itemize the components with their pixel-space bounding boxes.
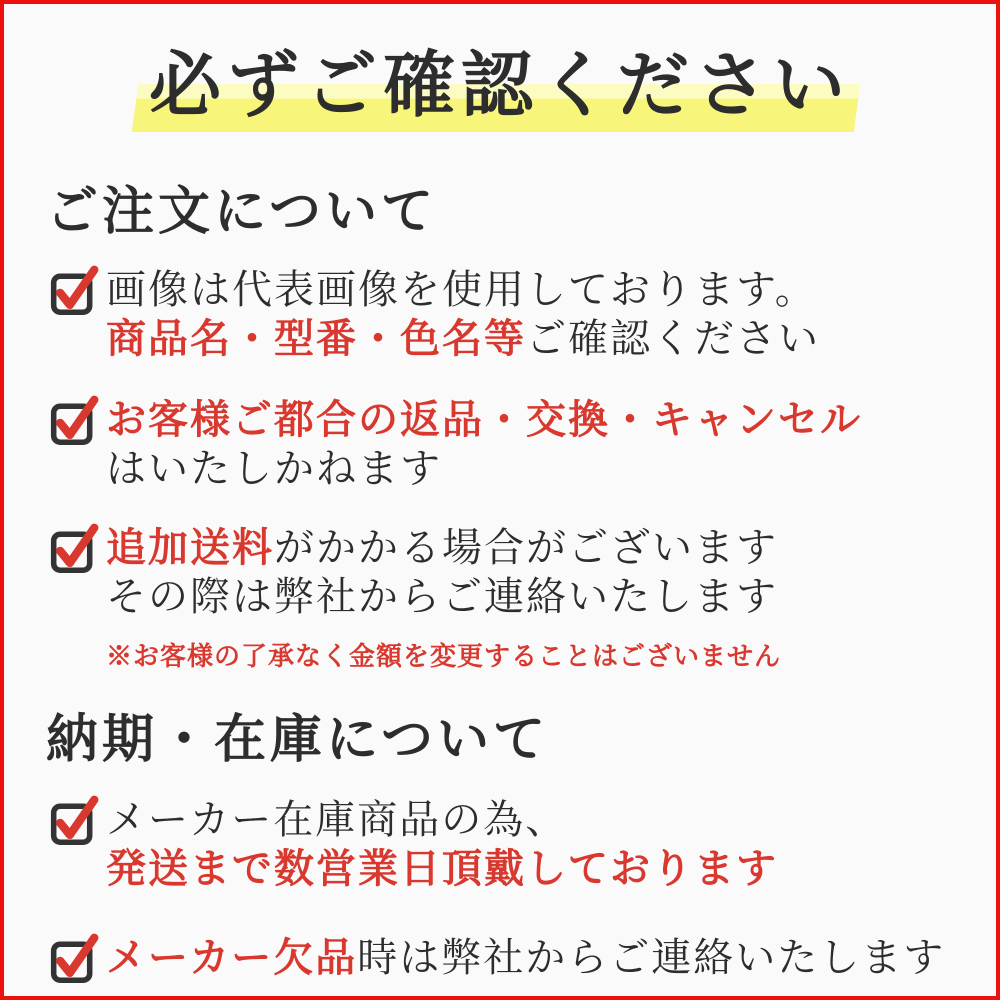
checked-checkbox-icon — [50, 525, 98, 573]
notice-item-extra-shipping — [50, 523, 976, 673]
notice-item-text — [106, 395, 862, 493]
notice-footnote: ※お客様の了承なく金額を変更することはございません — [106, 641, 782, 671]
notice-item-text — [106, 265, 820, 363]
section-heading-order: ご注文について — [46, 183, 437, 241]
notice-line — [106, 844, 778, 893]
section-heading-delivery-stock: 納期・在庫について — [46, 711, 549, 769]
notice-item-representative-image — [50, 265, 976, 363]
notice-text: がかかる場合がございます — [274, 524, 778, 570]
notice-text: ご確認ください — [526, 315, 820, 361]
notice-item-text — [106, 933, 945, 982]
checked-checkbox-icon — [50, 797, 98, 845]
page-title-text: 必ずご確認ください — [148, 46, 851, 126]
notice-item-maker-stock — [50, 795, 976, 893]
notice-text: 時は弊社からご連絡いたします — [357, 934, 946, 980]
notice-text-emphasis: 商品名・型番・色名等 — [106, 315, 526, 361]
notice-line — [106, 795, 778, 844]
checked-checkbox-icon — [50, 935, 98, 983]
checked-checkbox-icon — [50, 267, 98, 315]
notice-line — [106, 265, 820, 314]
notice-item-maker-shortage — [50, 933, 976, 983]
notice-item-text — [106, 795, 778, 893]
notice-text: メーカー在庫商品の為、 — [106, 796, 568, 842]
notice-text: はいたしかねます — [106, 445, 442, 491]
notice-line — [106, 395, 862, 444]
checked-checkbox-icon — [50, 397, 98, 445]
notice-text-emphasis: 発送まで数営業日頂戴しております — [106, 845, 778, 891]
notice-line — [106, 933, 945, 982]
notice-line — [106, 523, 781, 572]
notice-text-emphasis: メーカー欠品 — [106, 934, 358, 980]
notice-line — [106, 572, 781, 621]
notice-item-returns — [50, 395, 976, 493]
notice-line — [106, 444, 862, 493]
notice-text-emphasis: 追加送料 — [106, 524, 274, 570]
notice-line — [106, 314, 820, 363]
notice-text: 画像は代表画像を使用しております。 — [106, 266, 817, 312]
page-title — [149, 46, 851, 127]
notice-title-row — [4, 46, 996, 127]
notice-text: その際は弊社からご連絡いたします — [106, 573, 778, 619]
notice-item-text — [106, 523, 781, 673]
notice-text-emphasis: お客様ご都合の返品・交換・キャンセル — [106, 396, 862, 442]
